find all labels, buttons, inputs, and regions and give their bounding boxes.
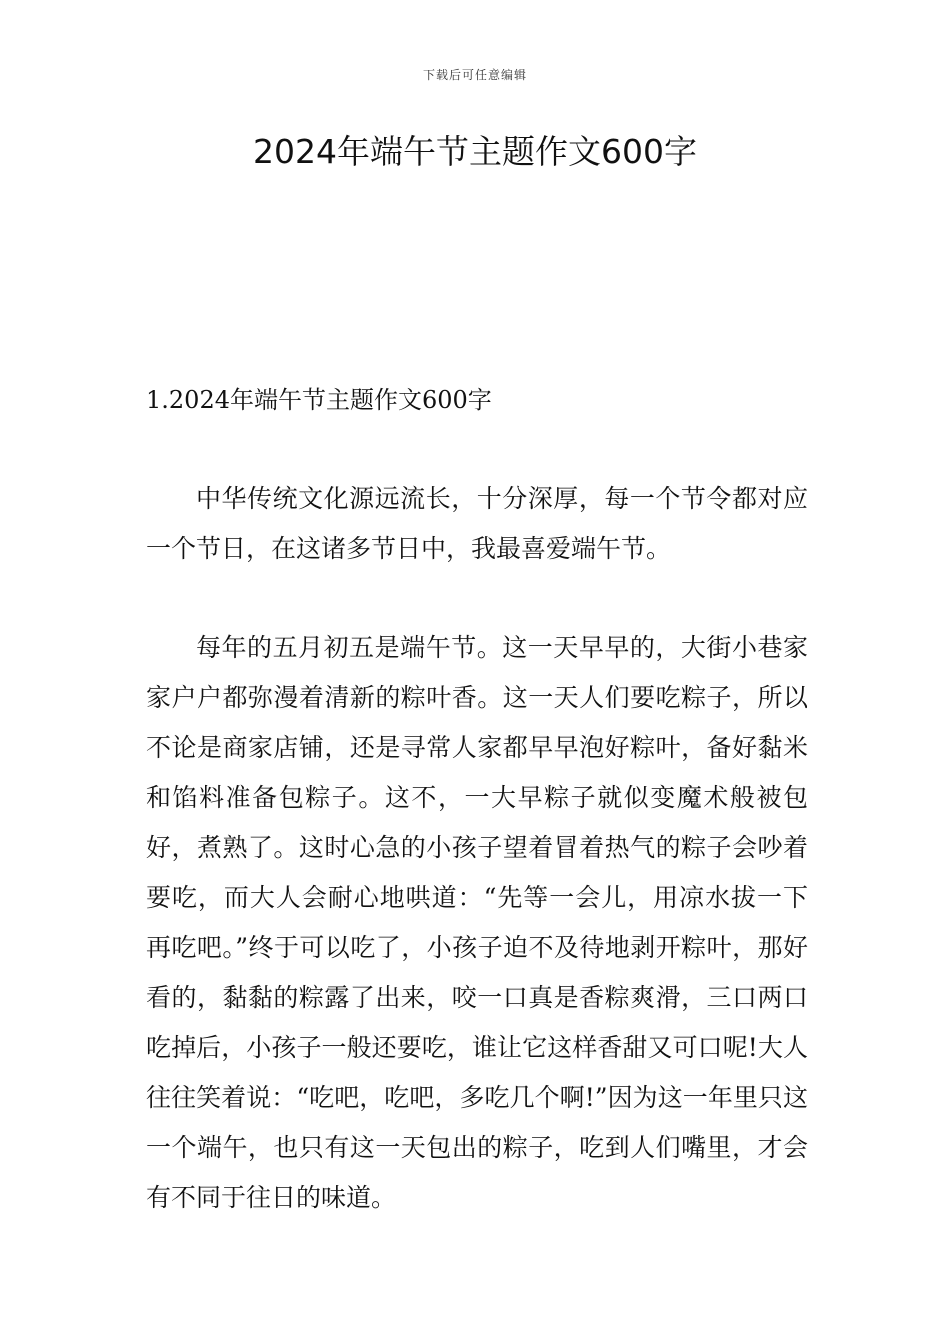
document-title: 2024年端午节主题作文600字 xyxy=(253,132,697,171)
paragraph-festival: 每年的五月初五是端午节。这一天早早的，大街小巷家家户户都弥漫着清新的粽叶香。这一天人们要吃粽子，所以不论是商家店铺，还是寻常人家都早早泡好粽叶，备好黏米和馅料准备包粽子。这不，一大早粽子就似变魔术般被包好，煮熟了。这时心急的小孩子望着冒着热气的粽子会吵着要吃，而大人会耐心地哄道：“先等一会儿，用凉水拔一下再吃吧。”终于可以吃了，小孩子迫不及待地剥开粽叶，那好看的，黏黏的粽露了出来，咬一口真是香粽爽滑，三口两口吃掉后，小孩子一般还要吃，谁让它这样香甜又可口呢!大人往往笑着说：“吃吧，吃吧，多吃几个啊!”因为这一年里只这一个端午，也只有这一天包出的粽子，吃到人们嘴里，才会有不同于往日的味道。 xyxy=(146,633,808,1212)
paragraph-intro: 中华传统文化源远流长，十分深厚，每一个节令都对应一个节日，在这诸多节日中，我最喜爱端午节。 xyxy=(146,484,808,563)
header-note: 下载后可任意编辑 xyxy=(422,68,527,82)
section-heading: 1.2024年端午节主题作文600字 xyxy=(146,386,492,414)
